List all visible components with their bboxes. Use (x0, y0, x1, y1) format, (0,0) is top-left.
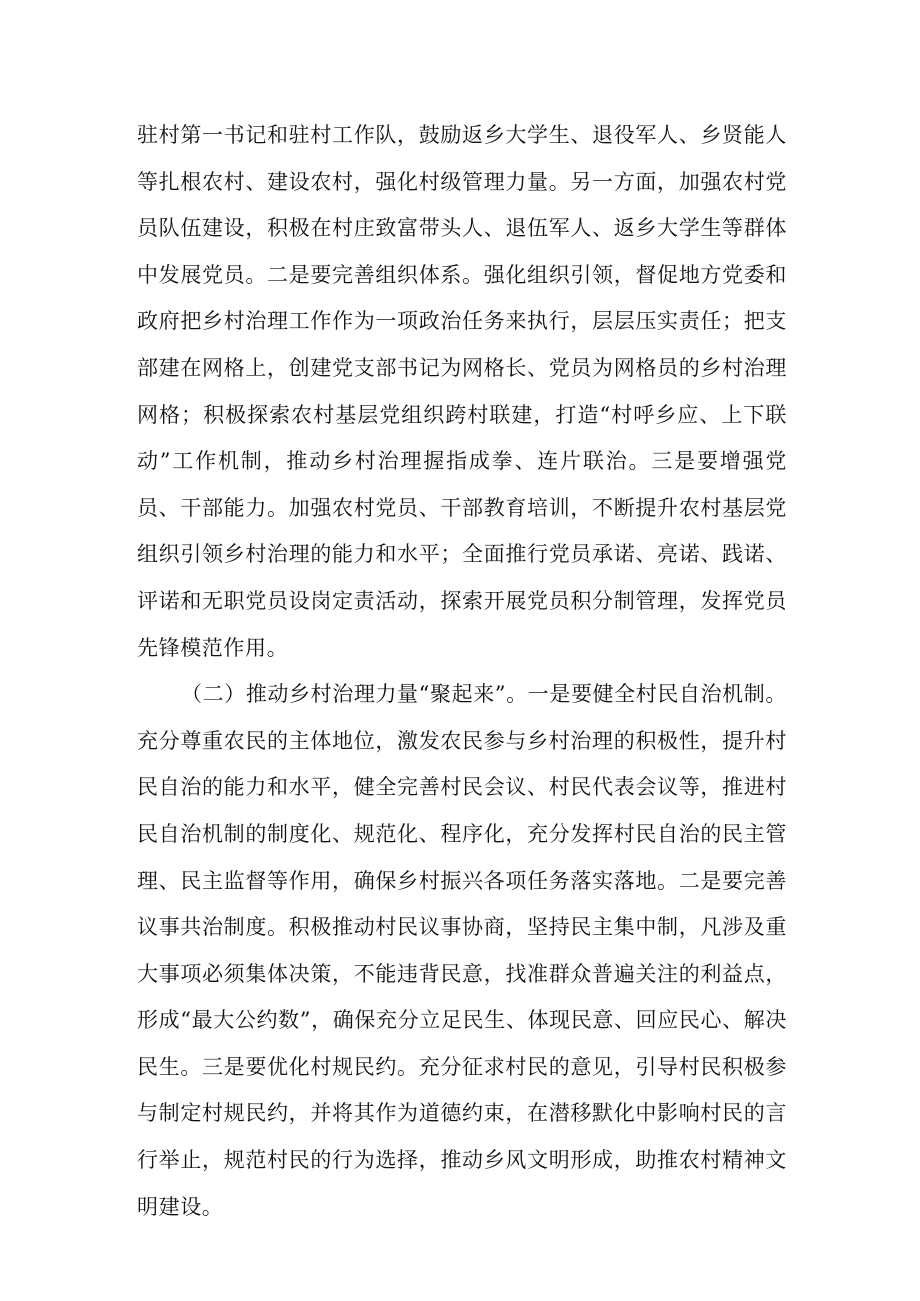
document-body (137, 112, 787, 1230)
paragraph-continued: 驻村第一书记和驻村工作队，鼓励返乡大学生、退役军人、乡贤能人等扎根农村、建设农村，强化村级管理力量。另一方面，加强农村党员队伍建设，积极在村庄致富带头人、退伍军人、返乡大学生等群体中发展党员。二是要完善组织体系。强化组织引领，督促地方党委和政府把乡村治理工作作为一项政治任务来执行，层层压实责任；把支部建在网格上，创建党支部书记为网格长、党员为网格员的乡村治理网格；积极探索农村基层党组织跨村联建，打造“村呼乡应、上下联动”工作机制，推动乡村治理握指成拳、连片联治。三是要增强党员、干部能力。加强农村党员、干部教育培训，不断提升农村基层党组织引领乡村治理的能力和水平；全面推行党员承诺、亮诺、践诺、评诺和无职党员设岗定责活动，探索开展党员积分制管理，发挥党员先锋模范作用。 (137, 123, 787, 660)
paragraph-section-two: （二）推动乡村治理力量“聚起来”。一是要健全村民自治机制。充分尊重农民的主体地位，激发农民参与乡村治理的积极性，提升村民自治的能力和水平，健全完善村民会议、村民代表会议等，推进村民自治机制的制度化、规范化、程序化，充分发挥村民自治的民主管理、民主监督等作用，确保乡村振兴各项任务落实落地。二是要完善议事共治制度。积极推动村民议事协商，坚持民主集中制，凡涉及重大事项必须集体决策，不能违背民意，找准群众普遍关注的利益点，形成“最大公约数”，确保充分立足民生、体现民意、回应民心、解决民生。三是要优化村规民约。充分征求村民的意见，引导村民积极参与制定村规民约，并将其作为道德约束，在潜移默化中影响村民的言行举止，规范村民的行为选择，推动乡风文明形成，助推农村精神文明建设。 (137, 682, 787, 1219)
